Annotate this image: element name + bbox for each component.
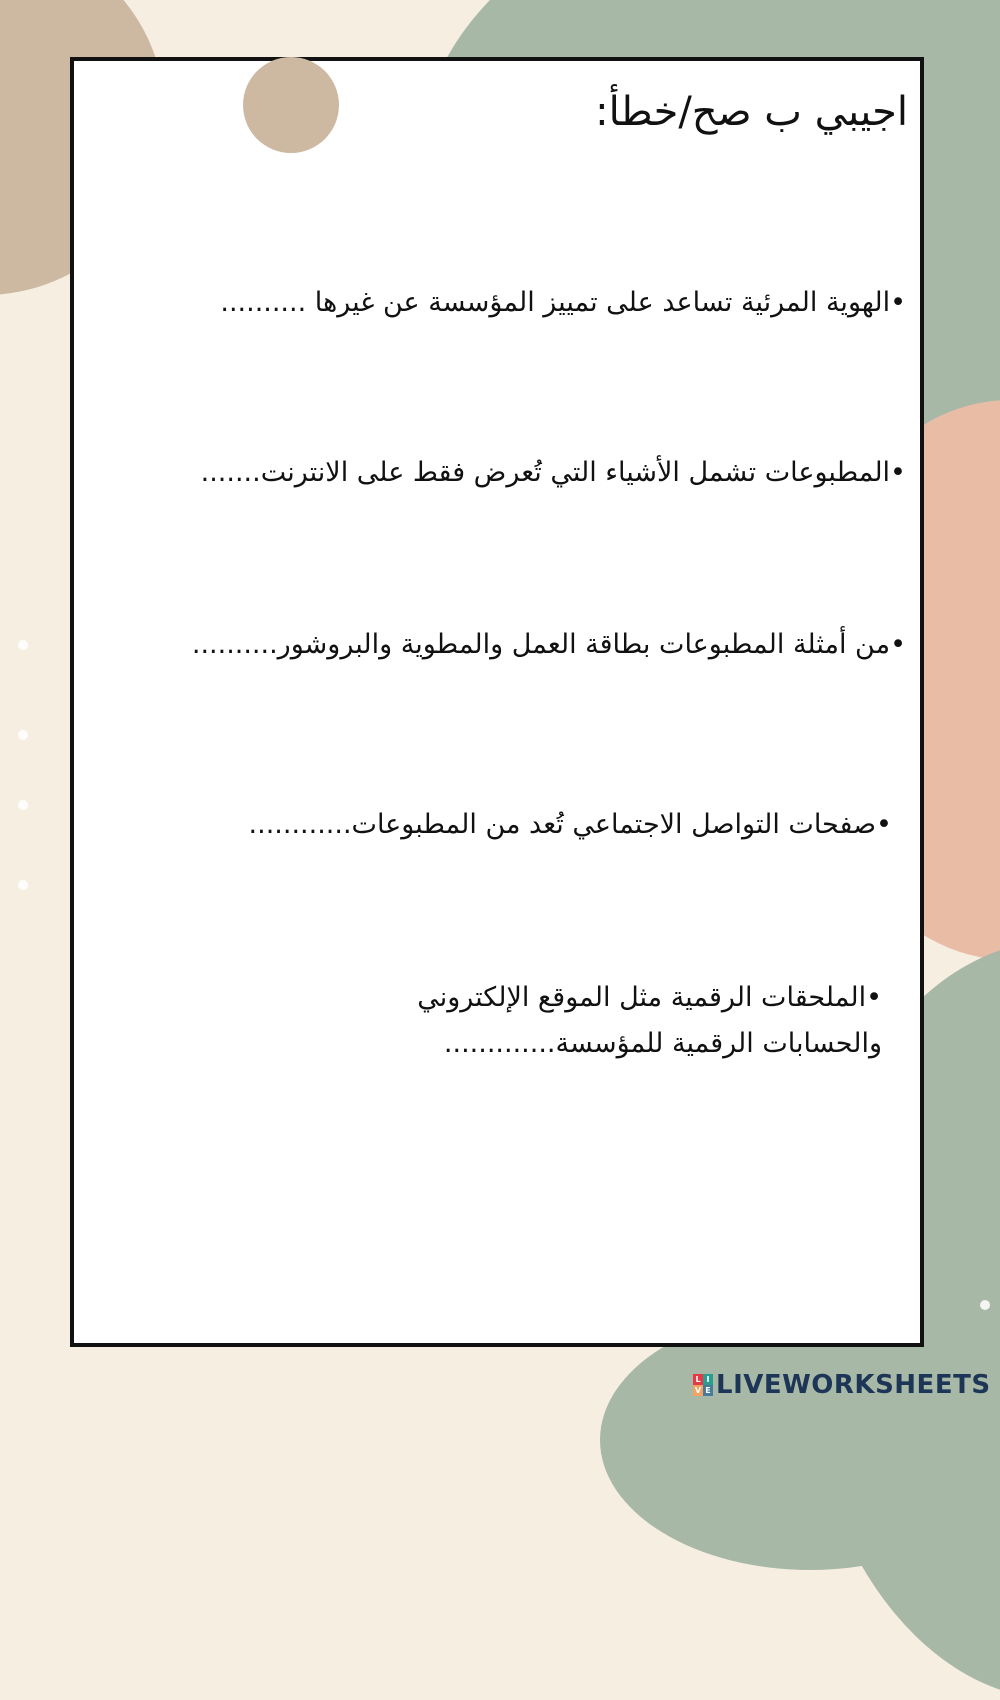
question-4: •صفحات التواصل الاجتماعي تُعد من المطبوعات............ <box>248 809 892 840</box>
background-sage-shape-bottom-left <box>600 1310 1000 1570</box>
liveworksheets-logo-icon <box>693 1374 713 1396</box>
decorative-dot <box>18 800 28 810</box>
question-5 <box>322 975 882 1067</box>
question-5-line-2: والحسابات الرقمية للمؤسسة............. <box>443 1028 882 1059</box>
question-5-line-1: •الملحقات الرقمية مثل الموقع الإلكتروني <box>417 982 882 1013</box>
decorative-dot <box>18 880 28 890</box>
worksheet-card <box>70 57 924 1347</box>
decorative-dot <box>980 1300 990 1310</box>
question-1: •الهوية المرئية تساعد على تمييز المؤسسة عن غيرها .......... <box>220 287 906 318</box>
logo-letter-l: L <box>693 1374 703 1385</box>
logo-letter-e: E <box>703 1385 713 1396</box>
liveworksheets-logo-text: LIVEWORKSHEETS <box>716 1370 991 1400</box>
worksheet-title: اجيبي ب صح/خطأ: <box>595 89 908 135</box>
logo-letter-i: I <box>703 1374 713 1385</box>
decorative-dot <box>18 640 28 650</box>
question-3: •من أمثلة المطبوعات بطاقة العمل والمطوية والبروشور.......... <box>191 629 906 660</box>
logo-letter-v: V <box>694 1386 702 1395</box>
background-tan-circle-small <box>243 57 339 153</box>
question-2: •المطبوعات تشمل الأشياء التي تُعرض فقط على الانترنت....... <box>200 457 906 488</box>
decorative-dot <box>18 730 28 740</box>
liveworksheets-logo <box>693 1370 991 1400</box>
